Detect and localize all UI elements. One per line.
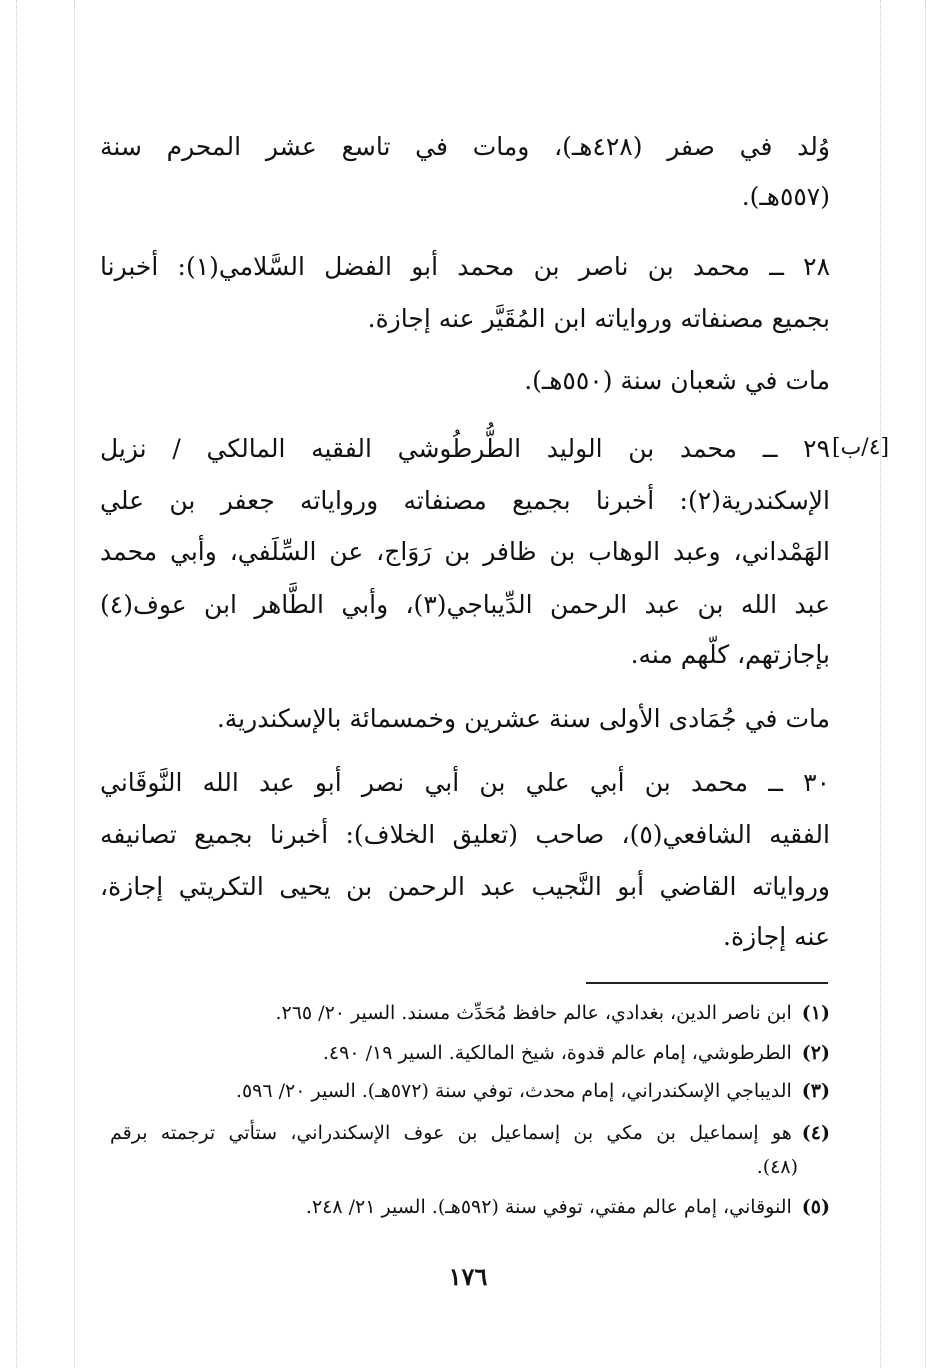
text-line: الهَمْداني، وعبد الوهاب بن ظافر بن رَوَاج، عن السِّلَفي، وأبي محمد — [100, 537, 830, 566]
footnote-text: النوقاني، إمام عالم مفتي، توفي سنة (٥٩٢هـ). السير ٢١/ ٢٤٨. — [305, 1196, 792, 1218]
footnote — [110, 1190, 830, 1224]
text-line: عبد الله بن عبد الرحمن الدِّيباجي(٣)، وأبي الطَّاهر ابن عوف(٤) — [100, 590, 830, 619]
text-line: ورواياته القاضي أبو النَّجيب عبد الرحمن بن يحيى التكريتي إجازة، — [100, 872, 830, 901]
footnote — [110, 1074, 830, 1108]
scan-artifact-line — [16, 0, 17, 1368]
footnote-mark: (٢) — [801, 1042, 830, 1064]
text-line: ٢٩ ــ محمد بن الوليد الطُّرطُوشي الفقيه المالكي / نزيل — [100, 434, 830, 463]
text-line: ٣٠ ــ محمد بن أبي علي بن أبي نصر أبو عبد الله النَّوقَاني — [100, 768, 830, 797]
text-line: الفقيه الشافعي(٥)، صاحب (تعليق الخلاف): أخبرنا بجميع تصانيفه — [100, 820, 830, 849]
footnote-text: الديباجي الإسكندراني، إمام محدث، توفي سنة (٥٧٢هـ). السير ٢٠/ ٥٩٦. — [235, 1080, 792, 1102]
footnote-separator — [586, 982, 828, 984]
footnote-mark: (١) — [801, 1002, 830, 1024]
footnote-mark: (٤) — [801, 1122, 830, 1144]
footnote — [110, 1116, 830, 1150]
text-line: عنه إجازة. — [723, 922, 830, 951]
scan-artifact-line — [880, 0, 881, 1368]
text-line: بإجازتهم، كلّهم منه. — [630, 640, 830, 669]
margin-folio-reference: [٤/ب] — [832, 435, 890, 460]
text-line: بجميع مصنفاته ورواياته ابن المُقَيَّر عنه إجازة. — [367, 304, 830, 333]
footnote-text: ابن ناصر الدين، بغدادي، عالم حافظ مُحَدِّث مسند. السير ٢٠/ ٢٦٥. — [275, 1002, 792, 1024]
text-line: وُلد في صفر (٤٢٨هـ)، ومات في تاسع عشر المحرم سنة — [100, 132, 830, 161]
page-number: ١٧٦ — [448, 1262, 488, 1291]
footnote-text: الطرطوشي، إمام عالم قدوة، شيخ المالكية. السير ١٩/ ٤٩٠. — [322, 1042, 792, 1064]
scan-artifact-line — [925, 0, 926, 1368]
footnote-mark: (٥) — [801, 1196, 830, 1218]
footnote-text: هو إسماعيل بن مكي بن إسماعيل بن عوف الإسكندراني، ستأتي ترجمته برقم — [110, 1122, 792, 1144]
footnote — [110, 996, 830, 1030]
text-line: (٥٥٧هـ). — [741, 182, 830, 211]
scan-artifact-line — [74, 0, 75, 1368]
footnote-continuation — [110, 1150, 798, 1184]
text-line: مات في جُمَادى الأولى سنة عشرين وخمسمائة بالإسكندرية. — [216, 704, 830, 733]
text-line: الإسكندرية(٢): أخبرنا بجميع مصنفاته ورواياته جعفر بن علي — [100, 486, 830, 515]
text-line: ٢٨ ــ محمد بن ناصر بن محمد أبو الفضل السَّلامي(١): أخبرنا — [100, 252, 831, 281]
text-line: مات في شعبان سنة (٥٥٠هـ). — [524, 366, 830, 395]
footnote-text: (٤٨). — [756, 1156, 798, 1178]
footnote — [110, 1036, 830, 1070]
footnote-mark: (٣) — [801, 1080, 830, 1102]
